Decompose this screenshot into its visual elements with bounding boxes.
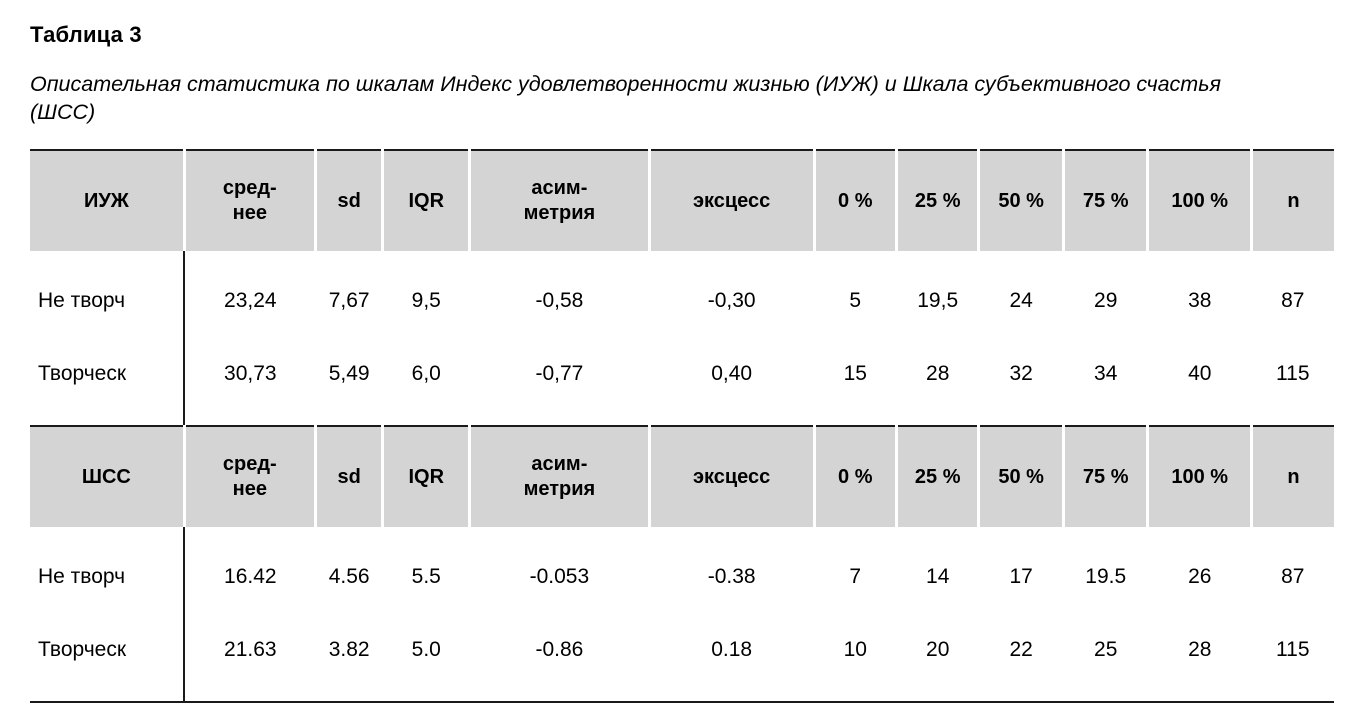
spacer-row: [30, 251, 1334, 265]
header-row: [30, 426, 1334, 527]
cell-kurtosis: -0.38: [649, 541, 814, 614]
spacer-cell: [184, 251, 1334, 265]
cell-n: 87: [1252, 541, 1334, 614]
cell-p0: 10: [814, 614, 896, 687]
table-row: [30, 614, 1334, 687]
cell-iqr: 9,5: [383, 265, 470, 338]
cell-skewness: -0.053: [470, 541, 650, 614]
spacer-cell: [184, 411, 1334, 425]
cell-p25: 19,5: [896, 265, 978, 338]
table-shss-body: [30, 527, 1334, 702]
spacer-cell: [30, 251, 184, 265]
cell-skewness: -0.86: [470, 614, 650, 687]
table-iuzh-body: [30, 251, 1334, 425]
cell-n: 115: [1252, 614, 1334, 687]
col-header-sd: sd: [315, 426, 383, 527]
col-header-mean-line2: нее: [232, 201, 267, 224]
cell-mean: 21.63: [184, 614, 315, 687]
header-row: [30, 150, 1334, 251]
spacer-cell: [184, 687, 1334, 702]
table-row: [30, 265, 1334, 338]
col-header-p100: 100 %: [1148, 150, 1252, 251]
cell-iqr: 5.0: [383, 614, 470, 687]
cell-p0: 5: [814, 265, 896, 338]
table-shss: [30, 425, 1334, 703]
cell-sd: 4.56: [315, 541, 383, 614]
spacer-cell: [184, 527, 1334, 541]
row-label: Не творч: [30, 265, 184, 338]
col-header-mean: [184, 426, 315, 527]
cell-p75: 19.5: [1063, 541, 1148, 614]
cell-n: 115: [1252, 338, 1334, 411]
cell-p75: 34: [1063, 338, 1148, 411]
table-caption: Описательная статистика по шкалам Индекс удовлетворенности жизнью (ИУЖ) и Шкала субъективного счастья (ШСС): [30, 72, 1221, 125]
cell-p100: 40: [1148, 338, 1252, 411]
cell-p25: 20: [896, 614, 978, 687]
cell-mean: 30,73: [184, 338, 315, 411]
spacer-row: [30, 527, 1334, 541]
cell-p50: 17: [979, 541, 1064, 614]
spacer-cell: [30, 411, 184, 425]
col-header-skewness-line1: асим-: [531, 177, 588, 200]
col-header-iqr: IQR: [383, 150, 470, 251]
table-number: Таблица 3: [30, 22, 142, 47]
spacer-cell: [30, 687, 184, 702]
col-header-mean-line1: сред-: [222, 453, 277, 476]
col-header-mean: [184, 150, 315, 251]
col-header-sd: sd: [315, 150, 383, 251]
table-iuzh-header: [30, 150, 1334, 251]
row-label: Творческ: [30, 338, 184, 411]
col-header-p50: 50 %: [979, 426, 1064, 527]
cell-kurtosis: 0,40: [649, 338, 814, 411]
cell-n: 87: [1252, 265, 1334, 338]
col-header-skewness-line1: асим-: [531, 453, 588, 476]
spacer-cell: [30, 527, 184, 541]
col-header-iqr: IQR: [383, 426, 470, 527]
col-header-p75: 75 %: [1063, 150, 1148, 251]
cell-p100: 38: [1148, 265, 1252, 338]
table-row: [30, 338, 1334, 411]
row-label: Не творч: [30, 541, 184, 614]
col-header-mean-line1: сред-: [222, 177, 277, 200]
cell-p75: 25: [1063, 614, 1148, 687]
cell-p0: 15: [814, 338, 896, 411]
col-header-skewness: [470, 426, 650, 527]
cell-mean: 23,24: [184, 265, 315, 338]
col-header-skewness-line2: метрия: [523, 477, 596, 500]
table-iuzh: [30, 149, 1334, 425]
col-header-kurtosis: эксцесс: [649, 150, 814, 251]
cell-sd: 5,49: [315, 338, 383, 411]
cell-mean: 16.42: [184, 541, 315, 614]
cell-skewness: -0,77: [470, 338, 650, 411]
col-header-p75: 75 %: [1063, 426, 1148, 527]
cell-p100: 26: [1148, 541, 1252, 614]
cell-sd: 3.82: [315, 614, 383, 687]
cell-iqr: 5.5: [383, 541, 470, 614]
col-header-scale: ШСС: [30, 426, 184, 527]
cell-p25: 14: [896, 541, 978, 614]
col-header-skewness-line2: метрия: [523, 201, 596, 224]
cell-p50: 24: [979, 265, 1064, 338]
col-header-p100: 100 %: [1148, 426, 1252, 527]
cell-p25: 28: [896, 338, 978, 411]
col-header-p0: 0 %: [814, 426, 896, 527]
cell-kurtosis: 0.18: [649, 614, 814, 687]
table-row: [30, 541, 1334, 614]
col-header-scale: ИУЖ: [30, 150, 184, 251]
spacer-row: [30, 687, 1334, 702]
col-header-p0: 0 %: [814, 150, 896, 251]
table-shss-header: [30, 426, 1334, 527]
row-label: Творческ: [30, 614, 184, 687]
cell-sd: 7,67: [315, 265, 383, 338]
cell-p50: 22: [979, 614, 1064, 687]
col-header-kurtosis: эксцесс: [649, 426, 814, 527]
cell-p0: 7: [814, 541, 896, 614]
cell-p50: 32: [979, 338, 1064, 411]
cell-iqr: 6,0: [383, 338, 470, 411]
col-header-p50: 50 %: [979, 150, 1064, 251]
spacer-row: [30, 411, 1334, 425]
cell-kurtosis: -0,30: [649, 265, 814, 338]
cell-skewness: -0,58: [470, 265, 650, 338]
col-header-skewness: [470, 150, 650, 251]
col-header-n: n: [1252, 426, 1334, 527]
col-header-n: n: [1252, 150, 1334, 251]
cell-p100: 28: [1148, 614, 1252, 687]
cell-p75: 29: [1063, 265, 1148, 338]
col-header-p25: 25 %: [896, 426, 978, 527]
col-header-p25: 25 %: [896, 150, 978, 251]
col-header-mean-line2: нее: [232, 477, 267, 500]
